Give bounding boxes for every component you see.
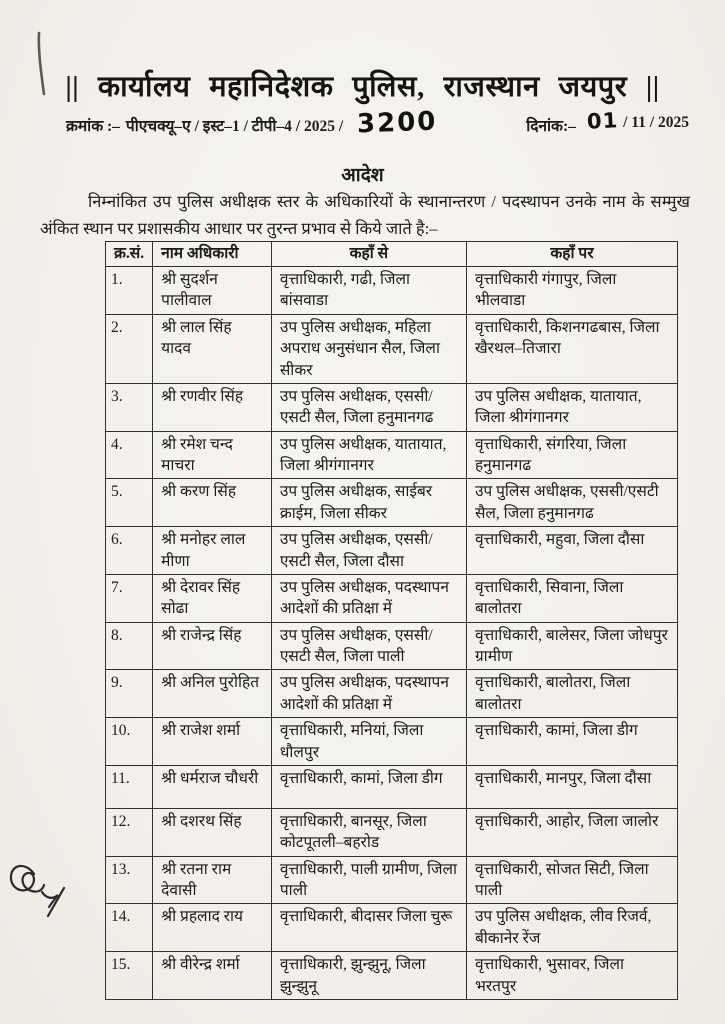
table-row — [106, 670, 678, 718]
name-cell: श्री करण सिंह — [153, 479, 272, 527]
header-to: कहाँ पर — [466, 242, 677, 267]
to-cell: वृत्ताधिकारी, महुवा, जिला दौसा — [466, 527, 677, 575]
to-cell: वृत्ताधिकारी, आहोर, जिला जालोर — [466, 808, 677, 856]
from-cell: उप पुलिस अधीक्षक, यातायात, जिला श्रीगंगानगर — [271, 431, 466, 479]
table-row — [106, 856, 678, 904]
name-cell: श्री धर्मराज चौधरी — [153, 765, 272, 808]
to-cell: उप पुलिस अधीक्षक, लीव रिजर्व, बीकानेर रेंज — [466, 904, 677, 952]
document-title: || कार्यालय महानिदेशक पुलिस, राजस्थान जयपुर || — [65, 71, 660, 103]
sn-cell: 7. — [106, 574, 153, 622]
from-cell: उप पुलिस अधीक्षक, साईबर क्राईम, जिला सीकर — [271, 479, 466, 527]
sn-cell: 13. — [106, 856, 153, 904]
to-cell: वृत्ताधिकारी गंगापुर, जिला भीलवाडा — [466, 267, 677, 315]
table-header-row — [106, 242, 678, 267]
date-printed: / 11 / 2025 — [623, 114, 689, 131]
reference-line — [66, 106, 689, 140]
name-cell: श्री सुदर्शन पालीवाल — [153, 267, 272, 315]
name-cell: श्री रमेश चन्द माचरा — [153, 431, 272, 479]
table-row — [106, 527, 678, 575]
from-cell: वृत्ताधिकारी, झुन्झुनू, जिला झुन्झुनू — [271, 952, 466, 1000]
to-cell: वृत्ताधिकारी, मानपुर, जिला दौसा — [466, 765, 677, 808]
sn-cell: 2. — [106, 314, 153, 383]
table-row — [106, 479, 678, 527]
from-cell: वृत्ताधिकारी, गढी, जिला बांसवाडा — [271, 267, 466, 315]
initials-signature-icon — [4, 852, 84, 938]
name-cell: श्री राजेश शर्मा — [153, 718, 272, 766]
to-cell: वृत्ताधिकारी, सिवाना, जिला बालोतरा — [466, 574, 677, 622]
from-cell: उप पुलिस अधीक्षक, महिला अपराध अनुसंधान सैल, जिला सीकर — [271, 314, 466, 383]
from-cell: वृत्ताधिकारी, बानसूर, जिला कोटपूतली–बहरोड — [271, 808, 466, 856]
sn-cell: 3. — [106, 383, 153, 431]
sn-cell: 12. — [106, 808, 153, 856]
sn-cell: 11. — [106, 765, 153, 808]
to-cell: वृत्ताधिकारी, सोजत सिटी, जिला पाली — [466, 856, 677, 904]
to-cell: वृत्ताधिकारी, संगरिया, जिला हनुमानगढ — [466, 431, 677, 479]
sn-cell: 10. — [106, 718, 153, 766]
from-cell: वृत्ताधिकारी, पाली ग्रामीण, जिला पाली — [271, 856, 466, 904]
to-cell: उप पुलिस अधीक्षक, यातायात, जिला श्रीगंगानगर — [466, 383, 677, 431]
from-cell: उप पुलिस अधीक्षक, एससी/एसटी सैल, जिला हनुमानगढ — [271, 383, 466, 431]
sn-cell: 8. — [106, 622, 153, 670]
to-cell: वृत्ताधिकारी, कामां, जिला डीग — [466, 718, 677, 766]
table-row — [106, 267, 678, 315]
reference-label: क्रमांक :– — [66, 118, 120, 135]
table-row — [106, 808, 678, 856]
name-cell: श्री प्रहलाद राय — [153, 904, 272, 952]
table-row — [106, 718, 678, 766]
to-cell: वृत्ताधिकारी, भुसावर, जिला भरतपुर — [466, 952, 677, 1000]
name-cell: श्री राजेन्द्र सिंह — [153, 622, 272, 670]
sn-cell: 9. — [106, 670, 153, 718]
table-row — [106, 952, 678, 1000]
from-cell: वृत्ताधिकारी, बीदासर जिला चुरू — [271, 904, 466, 952]
name-cell: श्री वीरेन्द्र शर्मा — [153, 952, 272, 1000]
name-cell: श्री रतना राम देवासी — [153, 856, 272, 904]
from-cell: उप पुलिस अधीक्षक, एससी/एसटी सैल, जिला दौसा — [271, 527, 466, 575]
reference-number-group — [66, 106, 439, 140]
sn-cell: 14. — [106, 904, 153, 952]
table-row — [106, 383, 678, 431]
order-intro-paragraph: निम्नांकित उप पुलिस अधीक्षक स्तर के अधिकारियों के स्थानान्तरण / पदस्थापन उनके नाम के सम्मुख अंकित स्थान पर प्रशासकीय आधार पर तुरन्त प्रभाव से किये जाते है:– — [40, 192, 690, 239]
from-cell: वृत्ताधिकारी, कामां, जिला डीग — [271, 765, 466, 808]
header-serial-number: क्र.सं. — [106, 242, 153, 267]
table-row — [106, 574, 678, 622]
date-label: दिनांक:– — [526, 118, 576, 135]
to-cell: वृत्ताधिकारी, किशनगढबास, जिला खैरथल–तिजारा — [466, 314, 677, 383]
header-from: कहाँ से — [271, 242, 466, 267]
sn-cell: 1. — [106, 267, 153, 315]
to-cell: वृत्ताधिकारी, बालेसर, जिला जोधपुर ग्रामीण — [466, 622, 677, 670]
name-cell: श्री दशरथ सिंह — [153, 808, 272, 856]
reference-printed-number: पीएचक्यू–ए / इस्ट–1 / टीपी–4 / 2025 / — [125, 118, 344, 135]
transfer-table — [105, 241, 678, 1000]
sn-cell: 4. — [106, 431, 153, 479]
table-row — [106, 622, 678, 670]
table-row — [106, 765, 678, 808]
name-cell: श्री लाल सिंह यादव — [153, 314, 272, 383]
sn-cell: 5. — [106, 479, 153, 527]
from-cell: उप पुलिस अधीक्षक, पदस्थापन आदेशों की प्रतिक्षा में — [271, 670, 466, 718]
date-group — [526, 108, 689, 136]
name-cell: श्री रणवीर सिंह — [153, 383, 272, 431]
name-cell: श्री देरावर सिंह सोढा — [153, 574, 272, 622]
to-cell: उप पुलिस अधीक्षक, एससी/एसटी सैल, जिला हनुमानगढ — [466, 479, 677, 527]
from-cell: उप पुलिस अधीक्षक, पदस्थापन आदेशों की प्रतिक्षा में — [271, 574, 466, 622]
from-cell: वृत्ताधिकारी, मनियां, जिला धौलपुर — [271, 718, 466, 766]
handwritten-date-day: 01 — [586, 108, 619, 134]
table-row — [106, 904, 678, 952]
name-cell: श्री अनिल पुरोहित — [153, 670, 272, 718]
name-cell: श्री मनोहर लाल मीणा — [153, 527, 272, 575]
header-officer-name: नाम अधिकारी — [153, 242, 272, 267]
table-row — [106, 431, 678, 479]
order-heading: आदेश — [341, 165, 384, 186]
to-cell: वृत्ताधिकारी, बालोतरा, जिला बालोतरा — [466, 670, 677, 718]
handwritten-reference-number: 3200 — [356, 106, 439, 140]
sn-cell: 6. — [106, 527, 153, 575]
table-row — [106, 314, 678, 383]
from-cell: उप पुलिस अधीक्षक, एससी/ एसटी सैल, जिला पाली — [271, 622, 466, 670]
sn-cell: 15. — [106, 952, 153, 1000]
